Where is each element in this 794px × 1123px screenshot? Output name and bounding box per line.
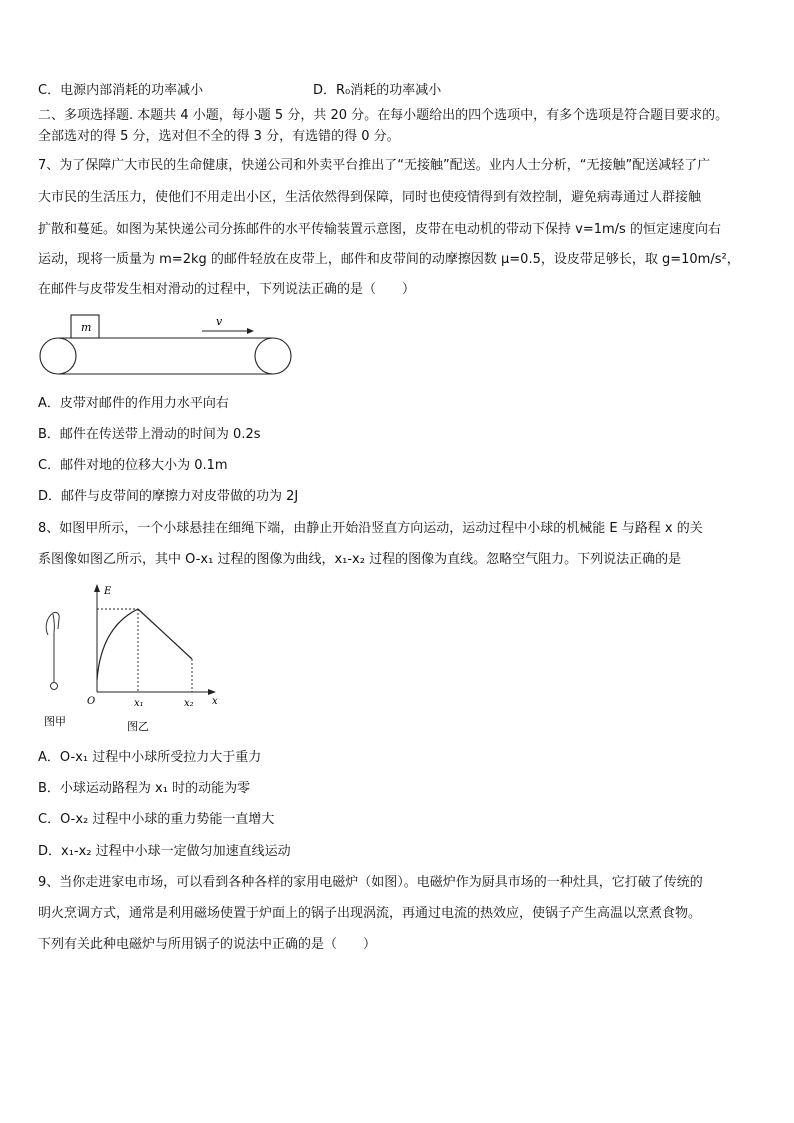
fig-b-label: 图乙: [127, 720, 149, 733]
conveyor-belt-figure: [38, 310, 298, 382]
x2-tick-label: x₂: [184, 698, 194, 709]
q8-stem-line2: 系图像如图乙所示，其中 O-x₁ 过程的图像为曲线，x₁-x₂ 过程的图像为直线。忽略空气阻力。下列说法正确的是: [38, 552, 682, 567]
x-axis-label: x: [212, 696, 218, 707]
section2-instructions-line1: 二、多项选择题. 本题共 4 小题，每小题 5 分，共 20 分。在每小题给出的四个选项中，有多个选项是符合题目要求的。: [38, 108, 729, 123]
energy-curve-segment: [97, 609, 138, 680]
y-axis-label: E: [104, 586, 112, 597]
q7-option-b: B．邮件在传送带上滑动的时间为 0.2s: [38, 427, 261, 442]
section2-instructions-line2: 全部选对的得 5 分，选对但不全的得 3 分，有选错的得 0 分。: [38, 129, 400, 144]
velocity-label: v: [216, 315, 223, 328]
q9-stem-line3: 下列有关此种电磁炉与所用锅子的说法中正确的是（ ）: [38, 937, 377, 952]
q7-stem-line1: 7、为了保障广大市民的生命健康，快递公司和外卖平台推出了“无接触”配送。业内人士分析，“无接触”配送减轻了广: [38, 158, 711, 173]
hand-holding-string: [46, 612, 59, 635]
pendulum-figure: [38, 605, 78, 735]
ball: [51, 683, 58, 690]
q7-stem-line2: 大市民的生活压力，使他们不用走出小区，生活依然得到保障，同时也使疫情得到有效控制，避免病毒通过人群接触: [38, 190, 702, 205]
q7-stem-line5: 在邮件与皮带发生相对滑动的过程中，下列说法正确的是（ ）: [38, 282, 416, 297]
fig-a-label: 图甲: [44, 715, 66, 728]
q7-stem-line4: 运动，现将一质量为 m=2kg 的邮件轻放在皮带上，邮件和皮带间的动摩擦因数 μ=0.5，设皮带足够长，取 g=10m/s²，: [38, 252, 740, 267]
left-pulley: [40, 338, 76, 374]
q9-stem-line1: 9、当你走进家电市场，可以看到各种各样的家用电磁炉（如图）。电磁炉作为厨具市场的一种灶具，它打破了传统的: [38, 875, 703, 890]
energy-distance-graph: [80, 580, 230, 735]
q7-stem-line3: 扩散和蔓延。如图为某快递公司分拣邮件的水平传输装置示意图，皮带在电动机的带动下保持 v=1m/s 的恒定速度向右: [38, 222, 721, 237]
q9-stem-line2: 明火烹调方式，通常是利用磁场使置于炉面上的锅子出现涡流，再通过电流的热效应，使锅子产生高温以烹煮食物。: [38, 906, 702, 921]
q8-option-c: C．O-x₂ 过程中小球的重力势能一直增大: [38, 812, 275, 827]
q6-option-c: C．电源内部消耗的功率减小: [38, 83, 204, 98]
q7-option-c: C．邮件对地的位移大小为 0.1m: [38, 458, 228, 473]
q7-option-a: A．皮带对邮件的作用力水平向右: [38, 396, 229, 411]
y-axis-arrow: [94, 584, 100, 592]
q8-option-b: B．小球运动路程为 x₁ 时的动能为零: [38, 781, 251, 796]
q8-stem-line1: 8、如图甲所示，一个小球悬挂在细绳下端，由静止开始沿竖直方向运动，运动过程中小球的机械能 E 与路程 x 的关: [38, 521, 703, 536]
energy-line-segment: [138, 609, 192, 659]
x1-tick-label: x₁: [134, 698, 144, 709]
origin-label: O: [87, 696, 96, 707]
q8-option-d: D．x₁-x₂ 过程中小球一定做匀加速直线运动: [38, 844, 291, 859]
parcel-mass-label: m: [81, 321, 92, 334]
right-pulley: [255, 338, 291, 374]
q8-option-a: A．O-x₁ 过程中小球所受拉力大于重力: [38, 750, 262, 765]
x-axis-arrow: [208, 689, 216, 695]
q7-option-d: D．邮件与皮带间的摩擦力对皮带做的功为 2J: [38, 489, 299, 504]
velocity-arrowhead: [247, 328, 254, 334]
q6-option-d: D．R₀消耗的功率减小: [313, 83, 442, 98]
